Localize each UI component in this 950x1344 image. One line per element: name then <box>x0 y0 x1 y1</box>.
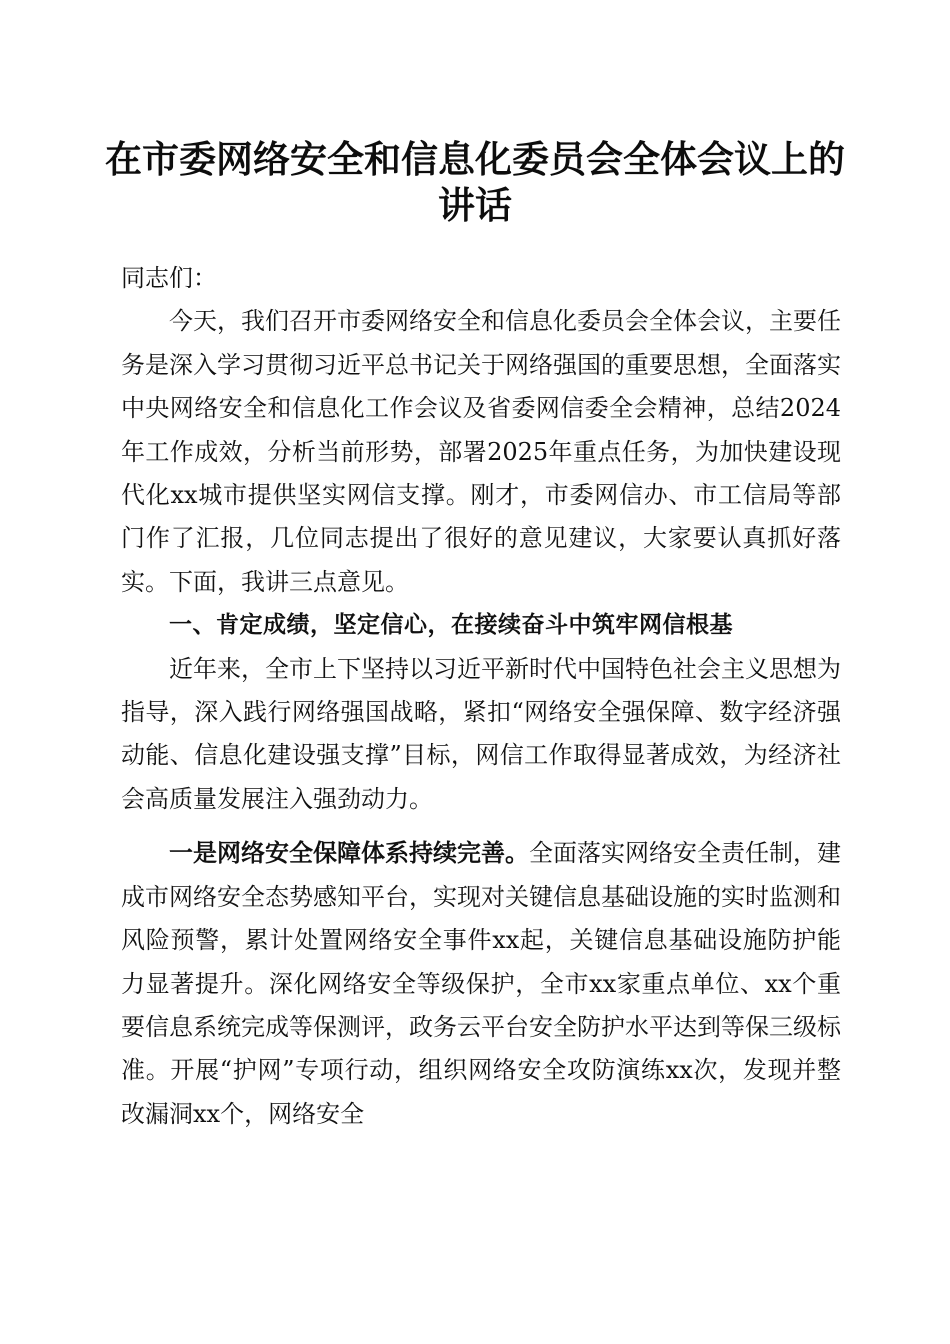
paragraph-spacer <box>121 821 841 831</box>
section-heading-1: 一、肯定成绩，坚定信心，在接续奋斗中筑牢网信根基 <box>169 612 733 639</box>
security-body-text: 全面落实网络安全责任制，建成市网络安全态势感知平台，实现对关键信息基础设施的实时监测和风险预警，累计处置网络安全事件xx起，关键信息基础设施防护能力显著提升。深化网络安全等级保护，全市xx家重点单位、xx个重要信息系统完成等保测评，政务云平台安全防护水平达到等保三级标准。开展“护网”专项行动，组织网络安全攻防演练xx次，发现并整改漏洞xx个，网络安全 <box>121 839 841 1128</box>
security-lead-sentence: 一是网络安全保障体系持续完善。 <box>169 838 529 868</box>
security-paragraph <box>121 831 841 1136</box>
document-title: 在市委网络安全和信息化委员会全体会议上的 <box>105 137 845 181</box>
achievements-paragraph: 近年来，全市上下坚持以习近平新时代中国特色社会主义思想为指导，深入践行网络强国战略，紧扣“网络安全强保障、数字经济强动能、信息化建设强支撑”目标，网信工作取得显著成效，为经济社会高质量发展注入强劲动力。 <box>121 654 841 813</box>
document-body <box>121 257 841 1136</box>
document-title-continued: 讲话 <box>438 183 512 227</box>
greeting: 同志们： <box>121 264 217 292</box>
intro-paragraph: 今天，我们召开市委网络安全和信息化委员会全体会议，主要任务是深入学习贯彻习近平总书记关于网络强国的重要思想，全面落实中央网络安全和信息化工作会议及省委网信委全会精神，总结2024年工作成效，分析当前形势，部署2025年重点任务，为加快建设现代化xx城市提供坚实网信支撑。刚才，市委网信办、市工信局等部门作了汇报，几位同志提出了很好的意见建议，大家要认真抓好落实。下面，我讲三点意见。 <box>121 307 841 596</box>
